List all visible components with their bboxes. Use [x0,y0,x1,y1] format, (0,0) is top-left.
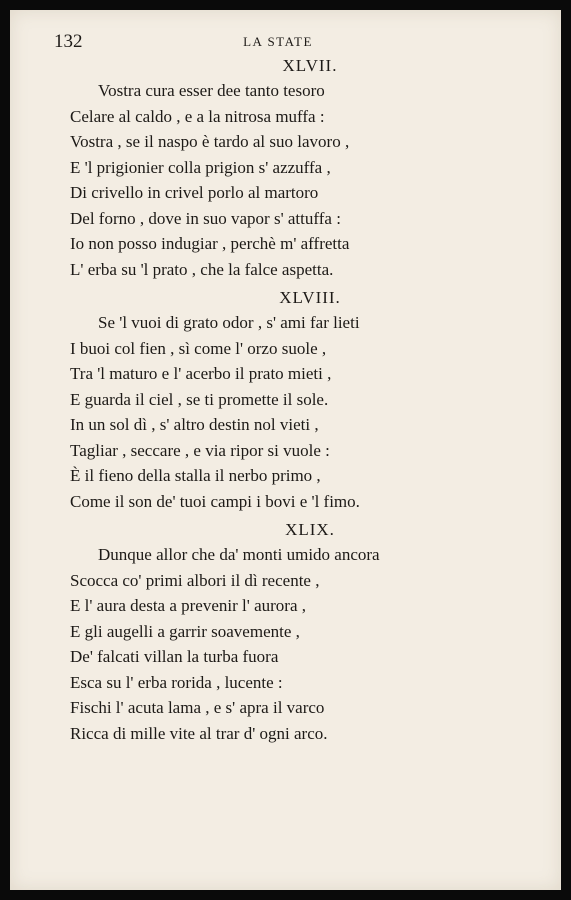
page-header [54,30,502,54]
verse-line: Tagliar , seccare , e via ripor si vuole : [70,440,330,460]
book-page [10,10,561,890]
verse-line: Io non posso indugiar , perchè m' affretta [70,234,350,253]
verse-line: Come il son de' tuoi campi i bovi e 'l fimo. [70,491,360,511]
running-title: LA STATE [243,34,313,49]
verse-line: Vostra , se il naspo è tardo al suo lavoro , [70,132,350,151]
verse-line: Del forno , dove in suo vapor s' attuffa : [70,208,341,228]
verse-line: E 'l prigionier colla prigion s' azzuffa , [70,157,331,177]
verse-line: Di crivello in crivel porlo al martoro [70,183,319,202]
verse-line: I buoi col fien , sì come l' orzo suole , [70,338,327,358]
verse-line: Fischi l' acuta lama , e s' apra il varco [70,698,325,717]
verse-line: Se 'l vuoi di grato odor , s' ami far lieti [98,313,360,332]
stanza-48 [70,286,510,514]
verse-line: Ricca di mille vite al trar d' ogni arco. [70,723,328,743]
stanza-number: XLVIII. [279,288,341,307]
verse-line: In un sol dì , s' altro destin nol vieti , [70,415,319,434]
stanza-47 [70,54,510,282]
stanza-number: XLIX. [285,520,335,539]
verse-line: Vostra cura esser dee tanto tesoro [98,81,325,100]
verse-line: Scocca co' primi albori il dì recente , [70,570,320,590]
verse-line: Tra 'l maturo e l' acerbo il prato mieti , [70,364,332,383]
verse-line: De' falcati villan la turba fuora [70,647,279,666]
stanza-number: XLVII. [282,56,338,75]
stanza-49 [70,518,510,746]
verse-line: Celare al caldo , e a la nitrosa muffa : [70,106,325,126]
verse-line: E guarda il ciel , se ti promette il sole. [70,389,329,409]
verse-line: Dunque allor che da' monti umido ancora [98,545,380,564]
verse-line: È il fieno della stalla il nerbo primo , [70,466,321,485]
verse-line: Esca su l' erba rorida , lucente : [70,672,283,692]
verse-line: L' erba su 'l prato , che la falce aspetta. [70,259,334,279]
verse-line: E l' aura desta a prevenir l' aurora , [70,596,306,615]
page-number: 132 [54,31,83,52]
verse-line: E gli augelli a garrir soavemente , [70,621,300,641]
